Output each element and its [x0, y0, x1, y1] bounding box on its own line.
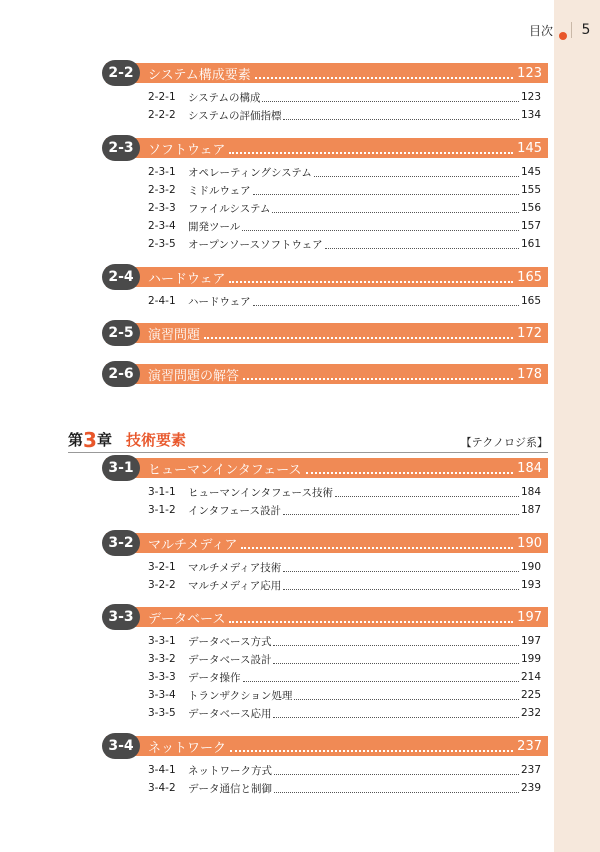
entry-title: オープンソースソフトウェア — [188, 238, 323, 251]
leader-dots — [204, 337, 513, 339]
entry-title: 開発ツール — [188, 220, 241, 233]
leader-dots — [283, 589, 519, 590]
entry-number: 3-3-2 — [148, 653, 176, 665]
leader-dots — [335, 496, 519, 497]
leader-dots — [262, 101, 519, 102]
section-page: 237 — [517, 738, 542, 754]
section-3-4[interactable] — [106, 736, 548, 756]
section-badge: 2-6 — [102, 361, 140, 387]
leader-dots — [229, 621, 513, 623]
entry-title: トランザクション処理 — [188, 689, 293, 702]
leader-dots — [272, 212, 518, 213]
section-badge: 3-1 — [102, 455, 140, 481]
toc-entry[interactable] — [148, 107, 541, 123]
toc-entry[interactable] — [148, 577, 541, 593]
entry-page: 225 — [520, 689, 541, 701]
section-page: 190 — [517, 535, 542, 551]
section-page: 165 — [517, 269, 542, 285]
entry-title: データベース設計 — [188, 653, 272, 666]
section-page: 172 — [517, 325, 542, 341]
chapter-heading — [68, 428, 548, 453]
entry-number: 2-4-1 — [148, 295, 176, 307]
leader-dots — [243, 681, 519, 682]
entry-number: 2-2-1 — [148, 91, 176, 103]
toc-entry[interactable] — [148, 293, 541, 309]
entry-page: 157 — [520, 220, 541, 232]
entry-page: 187 — [520, 504, 541, 516]
entry-number: 3-3-5 — [148, 707, 176, 719]
entry-page: 184 — [520, 486, 541, 498]
section-3-2[interactable] — [106, 533, 548, 553]
entry-title: オペレーティングシステム — [188, 166, 312, 179]
toc-entry[interactable] — [148, 502, 541, 518]
section-badge: 3-4 — [102, 733, 140, 759]
entry-title: ミドルウェア — [188, 184, 251, 197]
entry-page: 161 — [520, 238, 541, 250]
entry-page: 165 — [520, 295, 541, 307]
toc-entry[interactable] — [148, 651, 541, 667]
section-badge: 2-3 — [102, 135, 140, 161]
toc-entry[interactable] — [148, 669, 541, 685]
entry-title: データ通信と制御 — [188, 782, 272, 795]
toc-entry[interactable] — [148, 236, 541, 252]
entry-title: データ操作 — [188, 671, 241, 684]
section-3-1[interactable] — [106, 458, 548, 478]
leader-dots — [229, 281, 513, 283]
leader-dots — [273, 645, 518, 646]
entry-title: データベース方式 — [188, 635, 272, 648]
section-page: 123 — [517, 65, 542, 81]
entry-number: 3-2-2 — [148, 579, 176, 591]
leader-dots — [255, 77, 513, 79]
header-dot-icon — [559, 32, 567, 40]
section-title: 演習問題の解答 — [148, 368, 240, 384]
leader-dots — [314, 176, 519, 177]
toc-entry[interactable] — [148, 687, 541, 703]
entry-number: 2-3-1 — [148, 166, 176, 178]
leader-dots — [294, 699, 519, 700]
chapter-prefix: 第 — [68, 431, 84, 449]
section-title: マルチメディア — [148, 537, 238, 553]
entry-page: 199 — [520, 653, 541, 665]
entry-page: 193 — [520, 579, 541, 591]
entry-title: データベース応用 — [188, 707, 272, 720]
entry-page: 237 — [520, 764, 541, 776]
section-title: システム構成要素 — [148, 67, 251, 83]
entry-page: 134 — [520, 109, 541, 121]
entry-title: マルチメディア応用 — [188, 579, 282, 592]
section-2-6[interactable] — [106, 364, 548, 384]
leader-dots — [283, 571, 519, 572]
entry-number: 2-3-3 — [148, 202, 176, 214]
entry-number: 2-2-2 — [148, 109, 176, 121]
toc-entry[interactable] — [148, 89, 541, 105]
page-number: 5 — [571, 22, 600, 38]
toc-entry[interactable] — [148, 780, 541, 796]
entry-page: 156 — [520, 202, 541, 214]
toc-entry[interactable] — [148, 218, 541, 234]
section-page: 178 — [517, 366, 542, 382]
entry-title: ネットワーク方式 — [188, 764, 272, 777]
leader-dots — [253, 305, 519, 306]
toc-entry[interactable] — [148, 705, 541, 721]
section-badge: 3-3 — [102, 604, 140, 630]
section-title: ソフトウェア — [148, 142, 226, 158]
entry-number: 3-2-1 — [148, 561, 176, 573]
chapter-title: 技術要素 — [125, 431, 186, 449]
entry-number: 3-3-1 — [148, 635, 176, 647]
entry-number: 3-1-1 — [148, 486, 176, 498]
leader-dots — [230, 750, 513, 752]
chapter-category: 【テクノロジ系】 — [460, 436, 548, 449]
entry-page: 190 — [520, 561, 541, 573]
entry-page: 214 — [520, 671, 541, 683]
entry-number: 2-3-2 — [148, 184, 176, 196]
entry-number: 3-4-2 — [148, 782, 176, 794]
chapter-number: 3 — [83, 428, 97, 452]
side-strip — [554, 0, 600, 852]
section-2-3[interactable] — [106, 138, 548, 158]
section-page: 145 — [517, 140, 542, 156]
leader-dots — [274, 774, 519, 775]
chapter-suffix: 章 — [96, 431, 112, 449]
entry-title: ハードウェア — [188, 295, 251, 308]
leader-dots — [306, 472, 514, 474]
section-badge: 2-2 — [102, 60, 140, 86]
entry-page: 155 — [520, 184, 541, 196]
entry-title: システムの評価指標 — [188, 109, 282, 122]
entry-number: 3-3-3 — [148, 671, 176, 683]
toc-entry[interactable] — [148, 762, 541, 778]
entry-title: ヒューマンインタフェース技術 — [188, 486, 334, 499]
entry-page: 123 — [520, 91, 541, 103]
leader-dots — [273, 717, 518, 718]
leader-dots — [325, 248, 519, 249]
entry-number: 2-3-4 — [148, 220, 176, 232]
toc-entry[interactable] — [148, 164, 541, 180]
entry-page: 145 — [520, 166, 541, 178]
section-title: ネットワーク — [148, 740, 227, 756]
section-2-4[interactable] — [106, 267, 548, 287]
section-page: 184 — [517, 460, 542, 476]
section-2-5[interactable] — [106, 323, 548, 343]
entry-number: 3-3-4 — [148, 689, 176, 701]
entry-title: システムの構成 — [188, 91, 261, 104]
section-badge: 2-5 — [102, 320, 140, 346]
section-badge: 3-2 — [102, 530, 140, 556]
toc-entry[interactable] — [148, 182, 541, 198]
leader-dots — [241, 547, 513, 549]
entry-page: 197 — [520, 635, 541, 647]
leader-dots — [253, 194, 519, 195]
leader-dots — [242, 230, 519, 231]
section-page: 197 — [517, 609, 542, 625]
entry-title: インタフェース設計 — [188, 504, 282, 517]
toc-entry[interactable] — [148, 633, 541, 649]
leader-dots — [229, 152, 513, 154]
entry-number: 3-4-1 — [148, 764, 176, 776]
toc-entry[interactable] — [148, 559, 541, 575]
page-header — [529, 20, 600, 40]
toc-entry[interactable] — [148, 484, 541, 500]
leader-dots — [273, 663, 518, 664]
toc-entry[interactable] — [148, 200, 541, 216]
section-badge: 2-4 — [102, 264, 140, 290]
section-title: ヒューマンインタフェース — [148, 462, 302, 478]
entry-number: 2-3-5 — [148, 238, 176, 250]
leader-dots — [283, 514, 519, 515]
entry-title: マルチメディア技術 — [188, 561, 282, 574]
leader-dots — [243, 378, 513, 380]
section-2-2[interactable] — [106, 63, 548, 83]
leader-dots — [274, 792, 519, 793]
entry-page: 239 — [520, 782, 541, 794]
section-3-3[interactable] — [106, 607, 548, 627]
entry-title: ファイルシステム — [188, 202, 271, 215]
entry-page: 232 — [520, 707, 541, 719]
section-title: データベース — [148, 611, 226, 627]
section-title: ハードウェア — [148, 271, 226, 287]
header-label: 目次 — [528, 23, 553, 38]
section-title: 演習問題 — [148, 327, 201, 343]
leader-dots — [283, 119, 519, 120]
entry-number: 3-1-2 — [148, 504, 176, 516]
